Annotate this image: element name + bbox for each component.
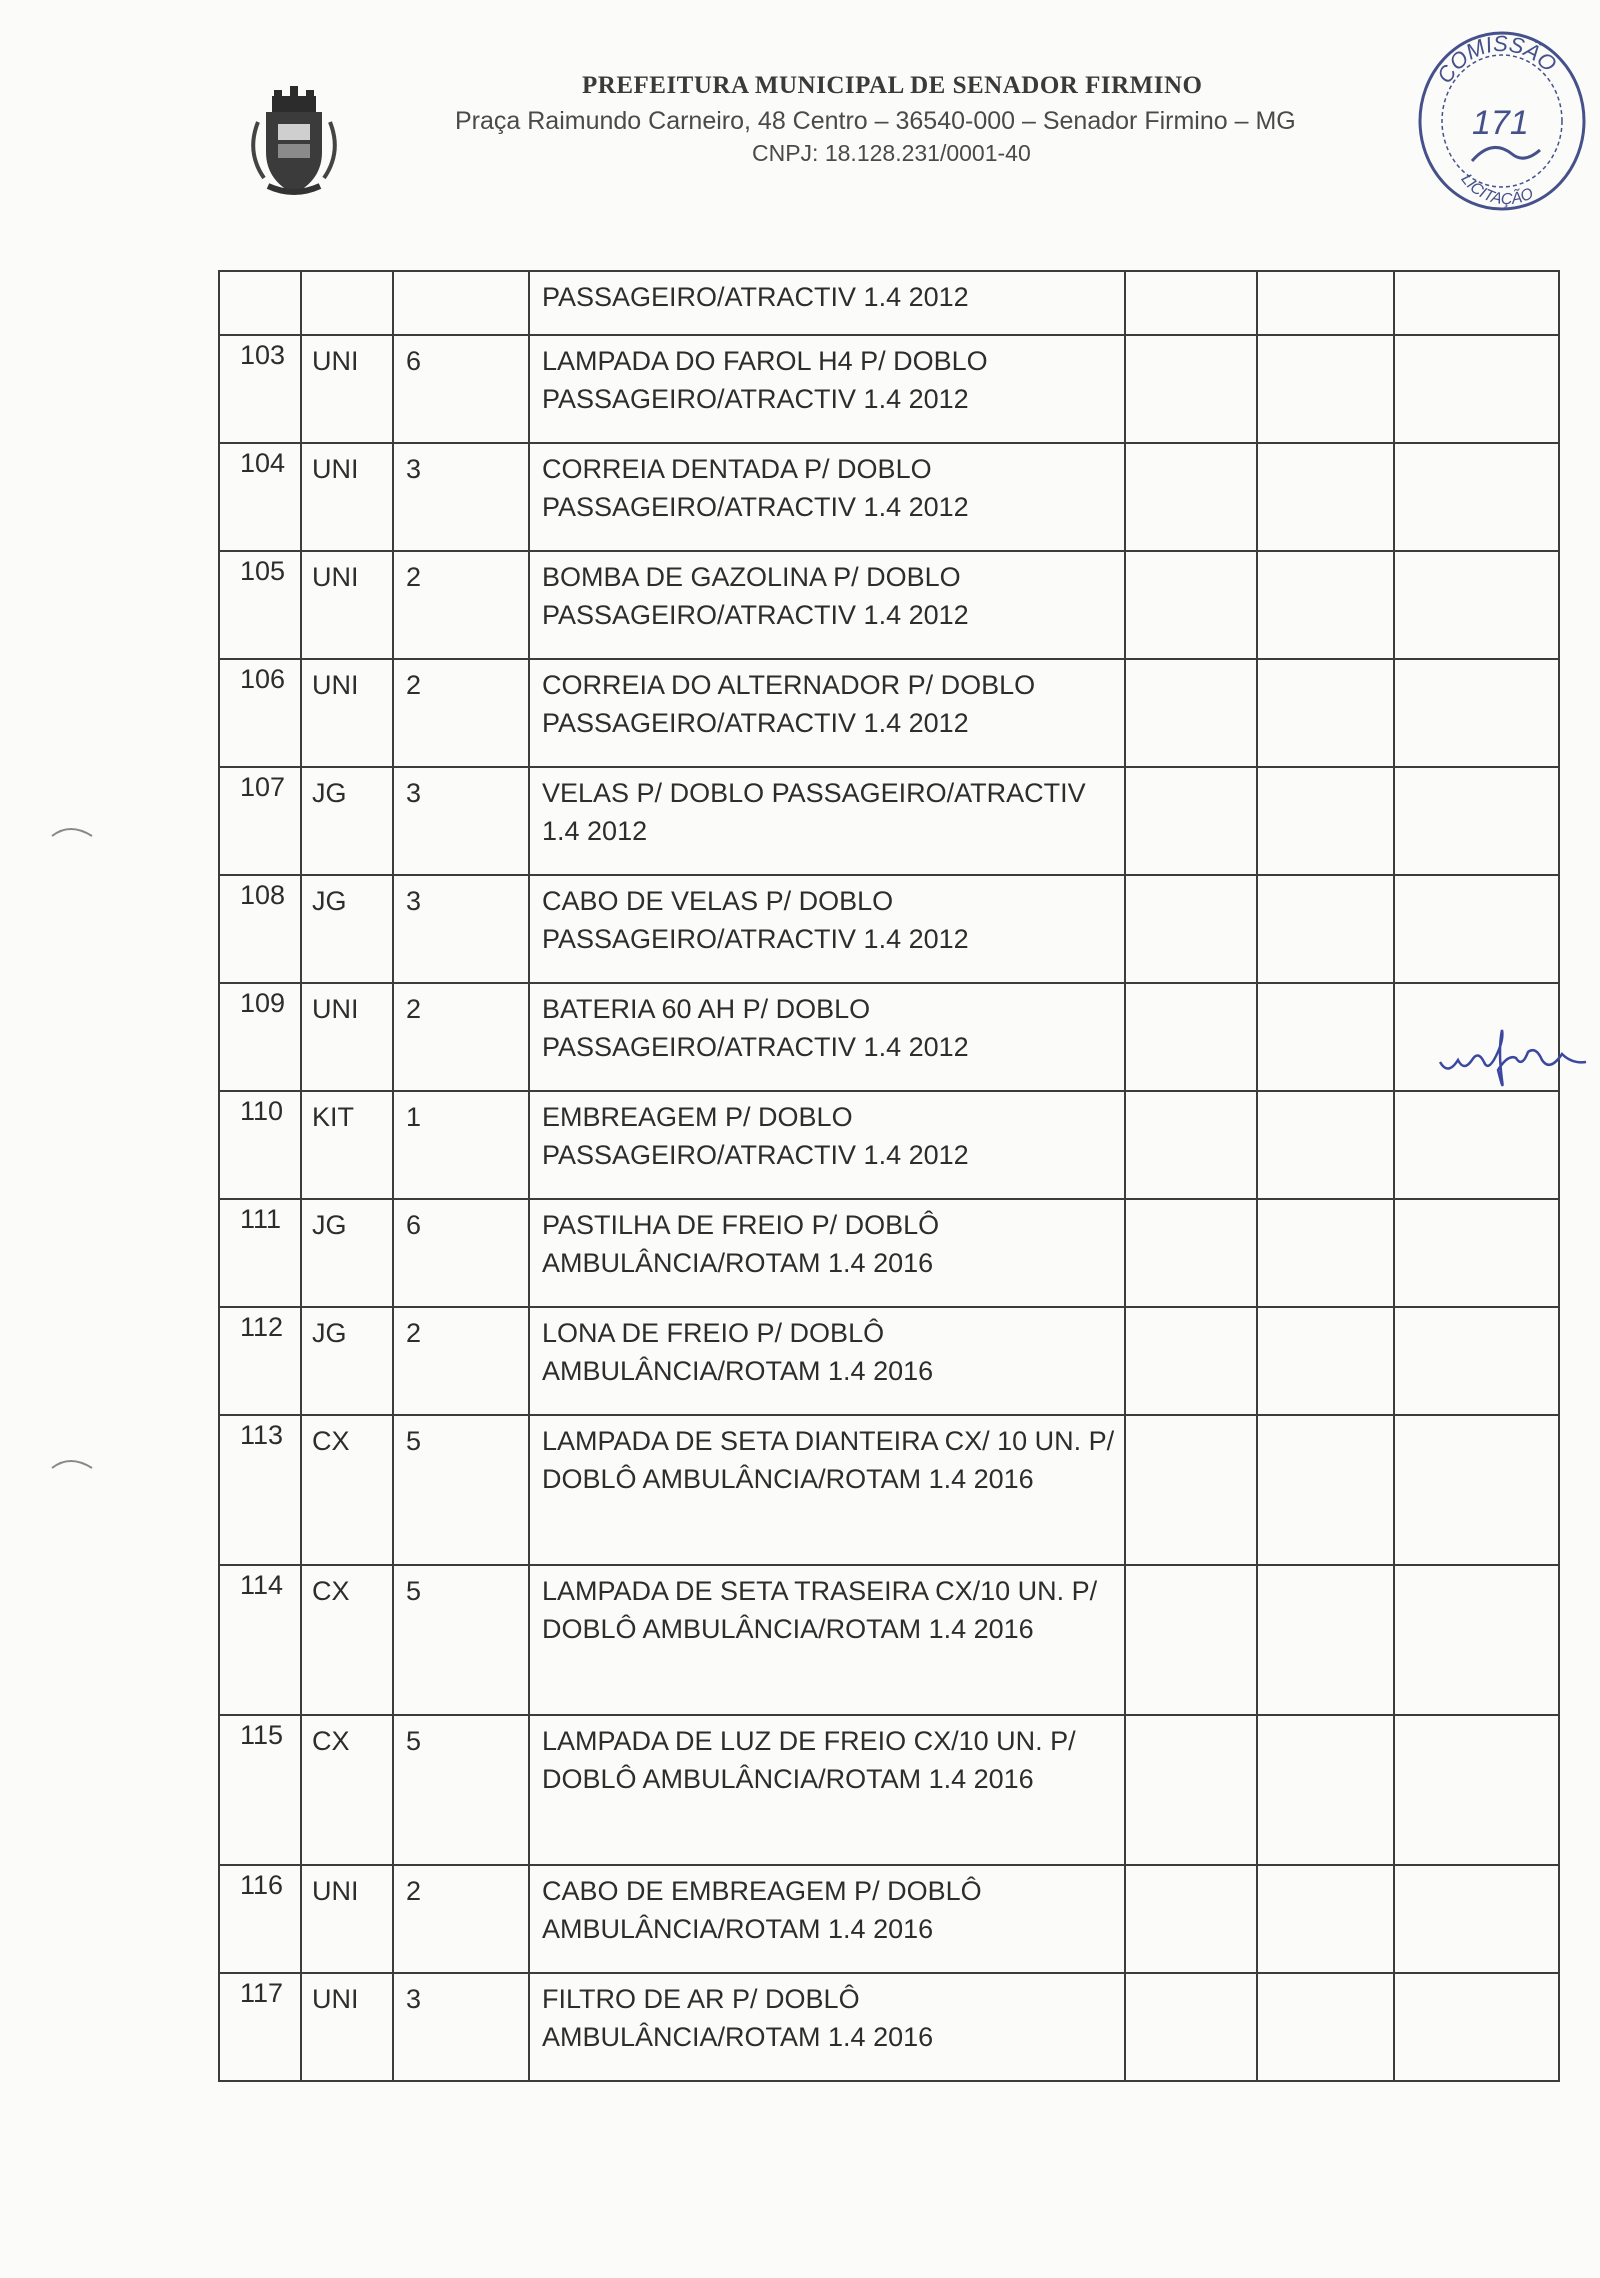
description-cell: CABO DE EMBREAGEM P/ DOBLÔ AMBULÂNCIA/ROTAM 1.4 2016 bbox=[529, 1865, 1125, 1973]
description-cell: PASTILHA DE FREIO P/ DOBLÔ AMBULÂNCIA/ROTAM 1.4 2016 bbox=[529, 1199, 1125, 1307]
table-row bbox=[219, 983, 1559, 1091]
empty-cell bbox=[1394, 875, 1559, 983]
quantity-cell bbox=[393, 271, 529, 335]
unit-cell: UNI bbox=[301, 659, 393, 767]
item-number-cell: 112 bbox=[219, 1307, 301, 1415]
description-cell: PASSAGEIRO/ATRACTIV 1.4 2012 bbox=[529, 271, 1125, 335]
empty-cell bbox=[1125, 1865, 1257, 1973]
unit-cell: JG bbox=[301, 875, 393, 983]
unit-cell: UNI bbox=[301, 551, 393, 659]
empty-cell bbox=[1257, 1199, 1394, 1307]
unit-cell: CX bbox=[301, 1715, 393, 1865]
table-row bbox=[219, 1091, 1559, 1199]
item-number-cell: 116 bbox=[219, 1865, 301, 1973]
municipal-coat-of-arms-icon bbox=[238, 82, 350, 200]
table-row bbox=[219, 443, 1559, 551]
empty-cell bbox=[1394, 659, 1559, 767]
empty-cell bbox=[1394, 1307, 1559, 1415]
quantity-cell: 2 bbox=[393, 551, 529, 659]
table-row bbox=[219, 1565, 1559, 1715]
quantity-cell: 6 bbox=[393, 1199, 529, 1307]
description-cell: LAMPADA DE SETA TRASEIRA CX/10 UN. P/ DOBLÔ AMBULÂNCIA/ROTAM 1.4 2016 bbox=[529, 1565, 1125, 1715]
municipality-cnpj: CNPJ: 18.128.231/0001-40 bbox=[752, 140, 1031, 166]
description-cell: LAMPADA DE SETA DIANTEIRA CX/ 10 UN. P/ DOBLÔ AMBULÂNCIA/ROTAM 1.4 2016 bbox=[529, 1415, 1125, 1565]
empty-cell bbox=[1125, 659, 1257, 767]
table-row bbox=[219, 875, 1559, 983]
unit-cell: KIT bbox=[301, 1091, 393, 1199]
empty-cell bbox=[1257, 551, 1394, 659]
stamp-number: 171 bbox=[1472, 104, 1529, 142]
empty-cell bbox=[1394, 1865, 1559, 1973]
unit-cell: UNI bbox=[301, 1973, 393, 2081]
table-row bbox=[219, 1199, 1559, 1307]
empty-cell bbox=[1394, 767, 1559, 875]
table-row bbox=[219, 1973, 1559, 2081]
empty-cell bbox=[1394, 335, 1559, 443]
empty-cell bbox=[1257, 335, 1394, 443]
description-cell: BOMBA DE GAZOLINA P/ DOBLO PASSAGEIRO/ATRACTIV 1.4 2012 bbox=[529, 551, 1125, 659]
description-cell: LONA DE FREIO P/ DOBLÔ AMBULÂNCIA/ROTAM 1.4 2016 bbox=[529, 1307, 1125, 1415]
empty-cell bbox=[1125, 335, 1257, 443]
description-cell: EMBREAGEM P/ DOBLO PASSAGEIRO/ATRACTIV 1.4 2012 bbox=[529, 1091, 1125, 1199]
empty-cell bbox=[1257, 1565, 1394, 1715]
quantity-cell: 3 bbox=[393, 443, 529, 551]
unit-cell: CX bbox=[301, 1415, 393, 1565]
unit-cell: JG bbox=[301, 1199, 393, 1307]
empty-cell bbox=[1257, 1415, 1394, 1565]
quantity-cell: 6 bbox=[393, 335, 529, 443]
empty-cell bbox=[1257, 1091, 1394, 1199]
table-row bbox=[219, 1415, 1559, 1565]
item-number-cell: 110 bbox=[219, 1091, 301, 1199]
empty-cell bbox=[1257, 1307, 1394, 1415]
quantity-cell: 5 bbox=[393, 1415, 529, 1565]
empty-cell bbox=[1257, 659, 1394, 767]
empty-cell bbox=[1125, 1715, 1257, 1865]
quantity-cell: 5 bbox=[393, 1565, 529, 1715]
empty-cell bbox=[1394, 1415, 1559, 1565]
table-row bbox=[219, 659, 1559, 767]
item-number-cell: 114 bbox=[219, 1565, 301, 1715]
unit-cell: UNI bbox=[301, 443, 393, 551]
quantity-cell: 3 bbox=[393, 1973, 529, 2081]
item-number-cell: 108 bbox=[219, 875, 301, 983]
empty-cell bbox=[1125, 767, 1257, 875]
empty-cell bbox=[1125, 983, 1257, 1091]
empty-cell bbox=[1257, 271, 1394, 335]
items-table bbox=[218, 270, 1560, 2082]
empty-cell bbox=[1394, 1973, 1559, 2081]
table-row bbox=[219, 1715, 1559, 1865]
description-cell: CORREIA DO ALTERNADOR P/ DOBLO PASSAGEIRO/ATRACTIV 1.4 2012 bbox=[529, 659, 1125, 767]
item-number-cell: 103 bbox=[219, 335, 301, 443]
unit-cell bbox=[301, 271, 393, 335]
unit-cell: UNI bbox=[301, 983, 393, 1091]
table-row bbox=[219, 1307, 1559, 1415]
item-number-cell: 104 bbox=[219, 443, 301, 551]
table-row bbox=[219, 767, 1559, 875]
empty-cell bbox=[1257, 983, 1394, 1091]
scan-mark bbox=[48, 1450, 98, 1474]
quantity-cell: 2 bbox=[393, 1865, 529, 1973]
table-row bbox=[219, 1865, 1559, 1973]
items-table-body bbox=[219, 271, 1559, 2081]
empty-cell bbox=[1257, 1715, 1394, 1865]
item-number-cell: 115 bbox=[219, 1715, 301, 1865]
municipality-address: Praça Raimundo Carneiro, 48 Centro – 36540-000 – Senador Firmino – MG bbox=[455, 107, 1296, 135]
stamp-bottom-text: LICITAÇÃO bbox=[1457, 171, 1536, 209]
empty-cell bbox=[1125, 271, 1257, 335]
empty-cell bbox=[1257, 767, 1394, 875]
empty-cell bbox=[1125, 1199, 1257, 1307]
empty-cell bbox=[1394, 1199, 1559, 1307]
empty-cell bbox=[1125, 1307, 1257, 1415]
empty-cell bbox=[1394, 1565, 1559, 1715]
item-number-cell bbox=[219, 271, 301, 335]
quantity-cell: 2 bbox=[393, 1307, 529, 1415]
quantity-cell: 3 bbox=[393, 767, 529, 875]
description-cell: FILTRO DE AR P/ DOBLÔ AMBULÂNCIA/ROTAM 1.4 2016 bbox=[529, 1973, 1125, 2081]
quantity-cell: 2 bbox=[393, 983, 529, 1091]
unit-cell: UNI bbox=[301, 1865, 393, 1973]
quantity-cell: 1 bbox=[393, 1091, 529, 1199]
empty-cell bbox=[1394, 271, 1559, 335]
empty-cell bbox=[1394, 1715, 1559, 1865]
item-number-cell: 106 bbox=[219, 659, 301, 767]
scan-mark bbox=[48, 818, 98, 842]
item-number-cell: 111 bbox=[219, 1199, 301, 1307]
table-row bbox=[219, 271, 1559, 335]
empty-cell bbox=[1394, 443, 1559, 551]
empty-cell bbox=[1257, 875, 1394, 983]
page-header bbox=[0, 0, 1600, 260]
empty-cell bbox=[1125, 1973, 1257, 2081]
item-number-cell: 109 bbox=[219, 983, 301, 1091]
description-cell: LAMPADA DE LUZ DE FREIO CX/10 UN. P/ DOBLÔ AMBULÂNCIA/ROTAM 1.4 2016 bbox=[529, 1715, 1125, 1865]
unit-cell: JG bbox=[301, 767, 393, 875]
description-cell: BATERIA 60 AH P/ DOBLO PASSAGEIRO/ATRACTIV 1.4 2012 bbox=[529, 983, 1125, 1091]
empty-cell bbox=[1125, 1091, 1257, 1199]
empty-cell bbox=[1125, 1415, 1257, 1565]
stamp-top-text: COMISSÃO bbox=[1431, 30, 1562, 88]
empty-cell bbox=[1257, 443, 1394, 551]
description-cell: VELAS P/ DOBLO PASSAGEIRO/ATRACTIV 1.4 2012 bbox=[529, 767, 1125, 875]
table-row bbox=[219, 551, 1559, 659]
empty-cell bbox=[1125, 443, 1257, 551]
item-number-cell: 107 bbox=[219, 767, 301, 875]
empty-cell bbox=[1125, 1565, 1257, 1715]
empty-cell bbox=[1257, 1973, 1394, 2081]
unit-cell: JG bbox=[301, 1307, 393, 1415]
description-cell: CORREIA DENTADA P/ DOBLO PASSAGEIRO/ATRACTIV 1.4 2012 bbox=[529, 443, 1125, 551]
commission-stamp bbox=[1412, 26, 1592, 216]
municipality-title: PREFEITURA MUNICIPAL DE SENADOR FIRMINO bbox=[582, 72, 1203, 99]
table-row bbox=[219, 335, 1559, 443]
quantity-cell: 3 bbox=[393, 875, 529, 983]
svg-text:COMISSÃO bbox=[1432, 31, 1562, 88]
unit-cell: CX bbox=[301, 1565, 393, 1715]
unit-cell: UNI bbox=[301, 335, 393, 443]
description-cell: CABO DE VELAS P/ DOBLO PASSAGEIRO/ATRACTIV 1.4 2012 bbox=[529, 875, 1125, 983]
item-number-cell: 105 bbox=[219, 551, 301, 659]
empty-cell bbox=[1394, 551, 1559, 659]
empty-cell bbox=[1125, 551, 1257, 659]
empty-cell bbox=[1394, 1091, 1559, 1199]
handwritten-signature bbox=[1432, 1010, 1592, 1100]
empty-cell bbox=[1125, 875, 1257, 983]
quantity-cell: 2 bbox=[393, 659, 529, 767]
empty-cell bbox=[1257, 1865, 1394, 1973]
description-cell: LAMPADA DO FAROL H4 P/ DOBLO PASSAGEIRO/ATRACTIV 1.4 2012 bbox=[529, 335, 1125, 443]
item-number-cell: 113 bbox=[219, 1415, 301, 1565]
item-number-cell: 117 bbox=[219, 1973, 301, 2081]
quantity-cell: 5 bbox=[393, 1715, 529, 1865]
